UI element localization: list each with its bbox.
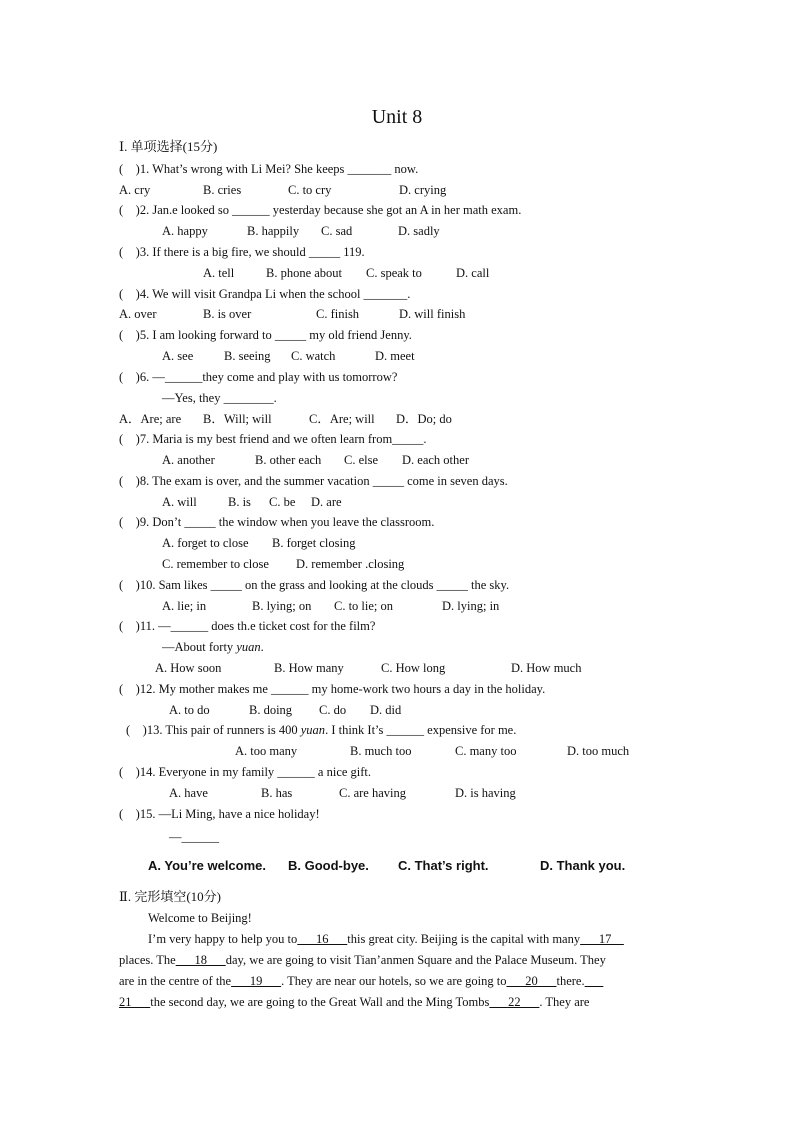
- blank-21-start: [585, 974, 604, 988]
- cloze-text: . They are near our hotels, so we are going to: [281, 974, 507, 988]
- cloze-text: . They are: [539, 995, 590, 1009]
- cloze-line-2: [119, 952, 606, 968]
- question-6-option-a: A．Are; are: [119, 412, 182, 426]
- question-14-option-d: D. is having: [455, 786, 516, 800]
- question-4-stem: ( )4. We will visit Grandpa Li when the school _______.: [119, 287, 411, 301]
- question-14-stem: ( )14. Everyone in my family ______ a nice gift.: [119, 765, 372, 779]
- blank-21: 21: [119, 995, 132, 1009]
- question-2-stem: ( )2. Jan.e looked so ______ yesterday because she got an A in her math exam.: [119, 203, 522, 217]
- cloze-text: day, we are going to visit Tian’anmen Square and the Palace Museum. They: [225, 953, 606, 967]
- question-12-option-b: B. doing: [249, 703, 293, 717]
- question-13-stem-yuan: yuan: [300, 723, 326, 737]
- question-4-option-b: B. is over: [203, 307, 252, 321]
- question-9-option-a: A. forget to close: [162, 536, 249, 550]
- question-1-option-c: C. to cry: [288, 183, 332, 197]
- question-1-option-b: B. cries: [203, 183, 242, 197]
- cloze-text: I’m very happy to help you to: [148, 932, 298, 946]
- question-9-option-c: C. remember to close: [162, 557, 269, 571]
- question-2-option-d: D. sadly: [398, 224, 440, 238]
- question-15-option-c: C. That’s right.: [398, 858, 489, 873]
- question-2-option-b: B. happily: [247, 224, 300, 238]
- question-4-option-c: C. finish: [316, 307, 360, 321]
- cloze-text: this great city. Beijing is the capital with many: [347, 932, 581, 946]
- question-3-option-a: A. tell: [203, 266, 235, 280]
- question-2-option-a: A. happy: [162, 224, 208, 238]
- question-1-option-a: A. cry: [119, 183, 151, 197]
- question-10-option-a: A. lie; in: [162, 599, 207, 613]
- question-8-stem: ( )8. The exam is over, and the summer vacation _____ come in seven days.: [119, 474, 508, 488]
- question-4-option-d: D. will finish: [399, 307, 466, 321]
- question-3-option-b: B. phone about: [266, 266, 343, 280]
- question-9-option-d: D. remember .closing: [296, 557, 405, 571]
- cloze-line-4: [119, 994, 589, 1010]
- question-14-option-b: B. has: [261, 786, 293, 800]
- question-5-option-a: A. see: [162, 349, 194, 363]
- question-10-stem: ( )10. Sam likes _____ on the grass and looking at the clouds _____ the sky.: [119, 578, 510, 592]
- blank-18: 18: [175, 953, 226, 967]
- question-13-stem-end: . I think It’s ______ expensive for me.: [325, 723, 517, 737]
- question-9-option-b: B. forget closing: [272, 536, 356, 550]
- question-11-response-yuan: yuan: [236, 640, 261, 654]
- question-4-option-a: A. over: [119, 307, 157, 321]
- question-13-stem: [126, 722, 516, 738]
- question-8-option-b: B. is: [228, 495, 251, 509]
- question-15-option-b: B. Good-bye.: [288, 858, 369, 873]
- question-11-option-c: C. How long: [381, 661, 446, 675]
- question-11-response-end: .: [260, 640, 264, 654]
- question-7-option-c: C. else: [344, 453, 379, 467]
- question-13-stem-text: ( )13. This pair of runners is 400: [126, 723, 301, 737]
- question-6-option-d: D．Do; do: [396, 412, 452, 426]
- question-12-option-a: A. to do: [169, 703, 210, 717]
- question-8-option-a: A. will: [162, 495, 197, 509]
- question-13-option-d: D. too much: [567, 744, 630, 758]
- question-3-stem: ( )3. If there is a big fire, we should _____ 119.: [119, 245, 365, 259]
- question-8-option-d: D. are: [311, 495, 342, 509]
- question-5-option-b: B. seeing: [224, 349, 271, 363]
- question-15-option-a: A. You’re welcome.: [148, 858, 267, 873]
- blank-19: 19: [231, 974, 282, 988]
- question-10-option-d: D. lying; in: [442, 599, 500, 613]
- question-12-option-d: D. did: [370, 703, 402, 717]
- question-2-option-c: C. sad: [321, 224, 353, 238]
- question-11-response-text: —About forty: [162, 640, 237, 654]
- question-5-option-c: C. watch: [291, 349, 336, 363]
- question-7-option-a: A. another: [162, 453, 215, 467]
- blank-21-end: [132, 995, 151, 1009]
- question-7-option-d: D. each other: [402, 453, 469, 467]
- question-15-response: —______: [169, 830, 219, 844]
- question-12-stem: ( )12. My mother makes me ______ my home-work two hours a day in the holiday.: [119, 682, 546, 696]
- section-heading-single-choice: Ⅰ. 单项选择(15分): [119, 139, 218, 154]
- cloze-line-3: [119, 973, 603, 989]
- question-14-option-c: C. are having: [339, 786, 406, 800]
- question-13-option-b: B. much too: [350, 744, 412, 758]
- question-6-option-c: C．Are; will: [309, 412, 375, 426]
- question-5-option-d: D. meet: [375, 349, 415, 363]
- blank-16: 16: [297, 932, 348, 946]
- question-11-option-b: B. How many: [274, 661, 344, 675]
- cloze-text: are in the centre of the: [119, 974, 232, 988]
- blank-22: 22: [489, 995, 540, 1009]
- question-6-response: —Yes, they ________.: [162, 391, 277, 405]
- question-12-option-c: C. do: [319, 703, 347, 717]
- question-3-option-c: C. speak to: [366, 266, 422, 280]
- cloze-text: the second day, we are going to the Great Wall and the Ming Tombs: [150, 995, 490, 1009]
- blank-17: 17: [580, 932, 624, 946]
- question-7-option-b: B. other each: [255, 453, 322, 467]
- question-3-option-d: D. call: [456, 266, 490, 280]
- question-11-option-a: A. How soon: [155, 661, 222, 675]
- page-title: Unit 8: [371, 106, 423, 128]
- section-heading-cloze: Ⅱ. 完形填空(10分): [119, 889, 221, 904]
- question-1-stem: ( )1. What’s wrong with Li Mei? She keeps _______ now.: [119, 162, 419, 176]
- question-7-stem: ( )7. Maria is my best friend and we often learn from_____.: [119, 432, 427, 446]
- cloze-line-1: [148, 931, 624, 947]
- question-14-option-a: A. have: [169, 786, 208, 800]
- question-5-stem: ( )5. I am looking forward to _____ my old friend Jenny.: [119, 328, 412, 342]
- question-10-option-b: B. lying; on: [252, 599, 312, 613]
- cloze-text: places. The: [119, 953, 176, 967]
- question-8-option-c: C. be: [269, 495, 296, 509]
- question-10-option-c: C. to lie; on: [334, 599, 394, 613]
- question-13-option-c: C. many too: [455, 744, 517, 758]
- question-11-response: [162, 639, 264, 655]
- question-15-stem: ( )15. —Li Ming, have a nice holiday!: [119, 807, 320, 821]
- cloze-text: there.: [556, 974, 585, 988]
- cloze-greeting: Welcome to Beijing!: [148, 911, 252, 925]
- question-6-stem: ( )6. —______they come and play with us tomorrow?: [119, 370, 398, 384]
- question-1-option-d: D. crying: [399, 183, 447, 197]
- question-13-option-a: A. too many: [235, 744, 298, 758]
- question-6-option-b: B．Will; will: [203, 412, 272, 426]
- question-11-stem: ( )11. —______ does th.e ticket cost for the film?: [119, 619, 376, 633]
- question-9-stem: ( )9. Don’t _____ the window when you leave the classroom.: [119, 515, 435, 529]
- question-11-option-d: D. How much: [511, 661, 582, 675]
- blank-20: 20: [506, 974, 557, 988]
- question-15-option-d: D. Thank you.: [540, 858, 626, 873]
